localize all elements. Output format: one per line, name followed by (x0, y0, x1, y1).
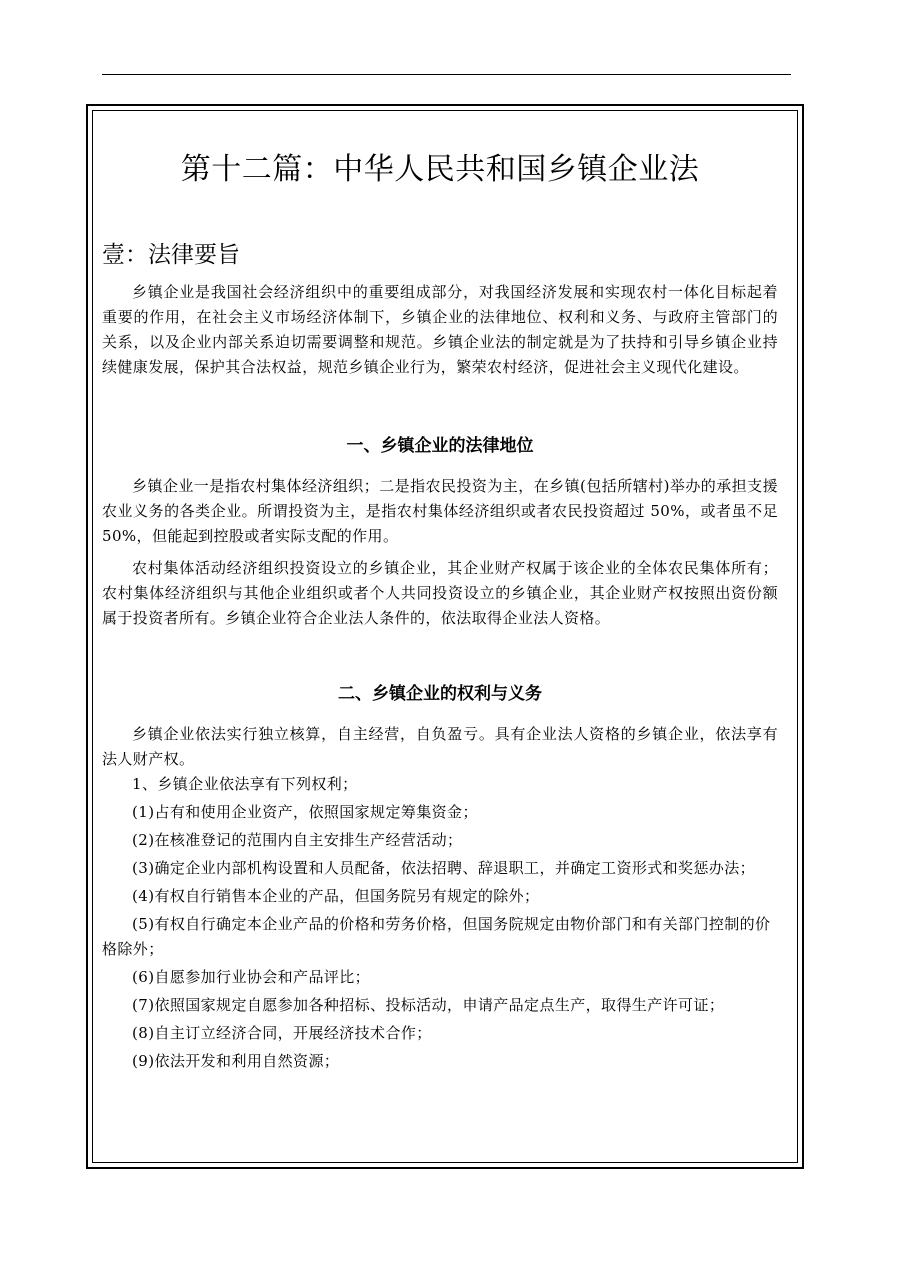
subsection-1-heading: 一、乡镇企业的法律地位 (346, 436, 534, 456)
intro-paragraph: 乡镇企业是我国社会经济组织中的重要组成部分，对我国经济发展和实现农村一体化目标起着重要的作用，在社会主义市场经济体制下，乡镇企业的法律地位、权利和义务、与政府主管部门的关系，以及企业内部关系迫切需要调整和规范。乡镇企业法的制定就是为了扶持和引导乡镇企业持续健康发展，保护其合法权益，规范乡镇企业行为，繁荣农村经济，促进社会主义现代化建设。 (102, 283, 778, 376)
header-rule (102, 74, 791, 75)
rights-intro: 1、乡镇企业依法享有下列权利； (132, 775, 358, 793)
list-item: (4)有权自行销售本企业的产品，但国务院另有规定的除外； (132, 887, 540, 905)
list-item: (8)自主订立经济合同，开展经济技术合作； (132, 1024, 432, 1042)
list-item: (3)确定企业内部机构设置和人员配备，依法招聘、辞退职工，并确定工资形式和奖惩办法； (132, 859, 756, 877)
subsection-1-paragraph: 农村集体活动经济组织投资设立的乡镇企业，其企业财产权属于该企业的全体农民集体所有；农村集体经济组织与其他企业组织或者个人共同投资设立的乡镇企业，其企业财产权按照出资份额属于投资者所有。乡镇企业符合企业法人条件的，依法取得企业法人资格。 (102, 559, 778, 627)
subsection-2-paragraph: 乡镇企业依法实行独立核算，自主经营，自负盈亏。具有企业法人资格的乡镇企业，依法享有法人财产权。 (102, 725, 778, 768)
list-item: (2)在核准登记的范围内自主安排生产经营活动； (132, 831, 463, 849)
section-heading: 壹：法律要旨 (102, 242, 240, 268)
list-item: (9)依法开发和利用自然资源； (132, 1052, 340, 1070)
list-item: (1)占有和使用企业资产，依照国家规定筹集资金； (132, 803, 478, 821)
list-item: (7)依照国家规定自愿参加各种招标、投标活动，申请产品定点生产，取得生产许可证； (132, 996, 725, 1014)
list-item: (6)自愿参加行业协会和产品评比； (132, 968, 371, 986)
document-title: 第十二篇：中华人民共和国乡镇企业法 (180, 152, 700, 187)
subsection-2-heading: 二、乡镇企业的权利与义务 (338, 684, 542, 704)
page-frame (86, 104, 804, 1169)
subsection-1-paragraph: 乡镇企业一是指农村集体经济组织；二是指农民投资为主，在乡镇(包括所辖村)举办的承担支援农业义务的各类企业。所谓投资为主，是指农村集体经济组织或者农民投资超过 50%，或者虽不足 50%，但能起到控股或者实际支配的作用。 (102, 477, 778, 545)
rights-list (102, 772, 778, 1077)
list-item: (5)有权自行确定本企业产品的价格和劳务价格，但国务院规定由物价部门和有关部门控制的价格除外； (102, 915, 771, 958)
